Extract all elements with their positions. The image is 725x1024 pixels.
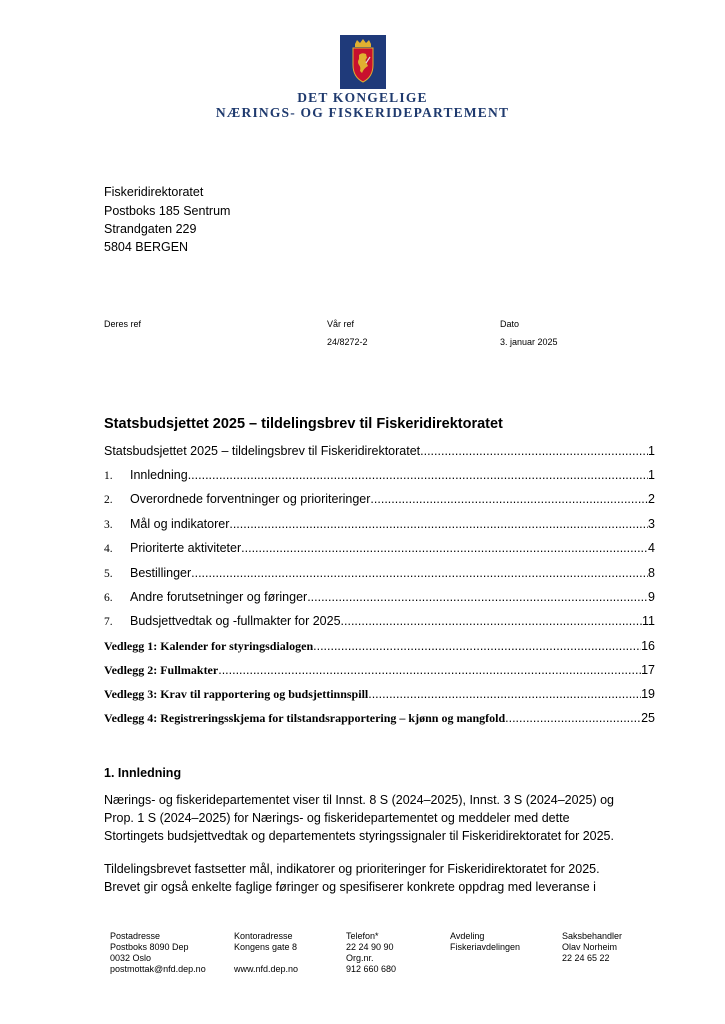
toc-entry-text: Prioriterte aktiviteter	[130, 541, 242, 555]
footer-label: Telefon*	[346, 931, 379, 941]
toc-leader-dots	[420, 444, 648, 458]
footer-text: 912 660 680	[346, 964, 397, 974]
toc-page-number: 16	[641, 639, 655, 653]
royal-coat-of-arms-icon	[340, 35, 386, 89]
paragraph-line: Nærings- og fiskeridepartementet viser til Innst. 8 S (2024–2025), Innst. 3 S (2024–2025) og	[104, 793, 615, 807]
toc-leader-dots	[241, 541, 648, 555]
toc-entry[interactable]	[104, 590, 655, 606]
toc-leader-dots	[505, 711, 641, 725]
footer-website: www.nfd.dep.no	[234, 964, 299, 974]
recipient-line: Postboks 185 Sentrum	[104, 204, 231, 218]
toc-entry-text: Andre forutsetninger og føringer	[130, 590, 308, 604]
toc-entry-number: 5.	[104, 568, 113, 580]
toc-entry[interactable]	[104, 492, 655, 508]
toc-page-number: 11	[642, 614, 655, 628]
footer-text: 0032 Oslo	[110, 953, 152, 963]
footer-label: Postadresse	[110, 931, 161, 941]
toc-page-number: 2	[648, 492, 655, 506]
toc-entry-number: 4.	[104, 543, 113, 555]
deres-ref-label: Deres ref	[104, 319, 142, 329]
toc-page-number: 19	[641, 687, 655, 701]
toc-page-number: 1	[648, 468, 655, 482]
toc-entry-number: 6.	[104, 592, 113, 604]
toc-entry-appendix[interactable]	[104, 663, 655, 679]
toc-page-number: 17	[641, 663, 655, 677]
footer-office-address	[234, 931, 298, 975]
toc-leader-dots	[341, 614, 642, 628]
toc-entry-text: Vedlegg 3: Krav til rapportering og budsjettinnspill	[104, 687, 369, 701]
toc-entry[interactable]	[104, 541, 655, 557]
footer-text: Kongens gate 8	[234, 942, 298, 952]
toc-leader-dots	[370, 492, 648, 506]
footer-label: Org.nr.	[346, 953, 374, 963]
toc-entry-text: Budsjettvedtak og -fullmakter for 2025	[130, 614, 341, 628]
department-name-line2: NÆRINGS- OG FISKERIDEPARTEMENT	[215, 105, 510, 120]
toc-leader-dots	[218, 663, 641, 677]
recipient-line: 5804 BERGEN	[104, 240, 189, 254]
toc-entry-text: Bestillinger	[130, 566, 192, 580]
department-name-line1: DET KONGELIGE	[297, 90, 428, 105]
paragraph-line: Stortingets budsjettvedtak og departementets styringssignaler til Fiskeridirektoratet for 2025.	[104, 829, 614, 843]
footer-label: Avdeling	[450, 931, 485, 941]
toc-leader-dots	[307, 590, 648, 604]
toc-leader-dots	[191, 566, 648, 580]
footer-text: 22 24 65 22	[562, 953, 610, 963]
toc-page-number: 9	[648, 590, 655, 604]
toc-entry[interactable]	[104, 444, 655, 460]
toc-entry-appendix[interactable]	[104, 639, 655, 655]
var-ref-label: Vår ref	[327, 319, 355, 329]
date-label: Dato	[500, 319, 520, 329]
toc-entry-text: Vedlegg 4: Registreringsskjema for tilstandsrapportering – kjønn og mangfold	[104, 711, 506, 725]
footer-label: Saksbehandler	[562, 931, 623, 941]
toc-entry-text: Vedlegg 1: Kalender for styringsdialogen	[104, 639, 314, 653]
var-ref-value: 24/8272-2	[327, 337, 368, 347]
footer-label: Kontoradresse	[234, 931, 293, 941]
document-title: Statsbudsjettet 2025 – tildelingsbrev til Fiskeridirektoratet	[104, 416, 503, 432]
date-value: 3. januar 2025	[500, 337, 558, 347]
footer-postal-address	[110, 931, 206, 975]
toc-page-number: 25	[641, 711, 655, 725]
toc-entry-appendix[interactable]	[104, 711, 655, 727]
toc-leader-dots	[313, 639, 641, 653]
toc-page-number: 8	[648, 566, 655, 580]
toc-entry-appendix[interactable]	[104, 687, 655, 703]
section-heading: 1. Innledning	[104, 766, 182, 780]
toc-entry[interactable]	[104, 614, 655, 630]
paragraph-line: Tildelingsbrevet fastsetter mål, indikatorer og prioriteringer for Fiskeridirektoratet for 2025.	[104, 862, 600, 876]
toc-entry-text: Statsbudsjettet 2025 – tildelingsbrev til Fiskeridirektoratet	[104, 444, 421, 458]
toc-entry-number: 7.	[104, 616, 113, 628]
footer-case-officer	[562, 931, 622, 964]
footer-text: Postboks 8090 Dep	[110, 942, 189, 952]
footer-text: Olav Norheim	[562, 942, 618, 952]
toc-leader-dots	[229, 517, 648, 531]
footer-department	[450, 931, 520, 953]
toc-entry[interactable]	[104, 517, 655, 533]
toc-entry-text: Overordnede forventninger og prioriteringer	[130, 492, 371, 506]
toc-leader-dots	[368, 687, 641, 701]
footer-text	[234, 953, 298, 964]
footer-email: postmottak@nfd.dep.no	[110, 964, 206, 974]
paragraph-line: Prop. 1 S (2024–2025) for Nærings- og fiskeridepartementet og meddeler med dette	[104, 811, 570, 825]
recipient-line: Fiskeridirektoratet	[104, 185, 204, 199]
toc-page-number: 4	[648, 541, 655, 555]
footer-text: Fiskeriavdelingen	[450, 942, 521, 952]
recipient-line: Strandgaten 229	[104, 222, 197, 236]
toc-entry-text: Vedlegg 2: Fullmakter	[104, 663, 219, 677]
toc-entry-number: 2.	[104, 494, 113, 506]
toc-page-number: 1	[648, 444, 655, 458]
paragraph-line: Brevet gir også enkelte faglige føringer og spesifiserer konkrete oppdrag med leveranse i	[104, 880, 596, 894]
toc-leader-dots	[188, 468, 648, 482]
toc-entry-number: 1.	[104, 470, 113, 482]
toc-page-number: 3	[648, 517, 655, 531]
toc-entry-number: 3.	[104, 519, 113, 531]
toc-entry[interactable]	[104, 566, 655, 582]
footer-phone	[346, 931, 396, 975]
toc-entry[interactable]	[104, 468, 655, 484]
toc-entry-text: Mål og indikatorer	[130, 517, 230, 531]
toc-entry-text: Innledning	[130, 468, 188, 482]
footer-text: 22 24 90 90	[346, 942, 394, 952]
